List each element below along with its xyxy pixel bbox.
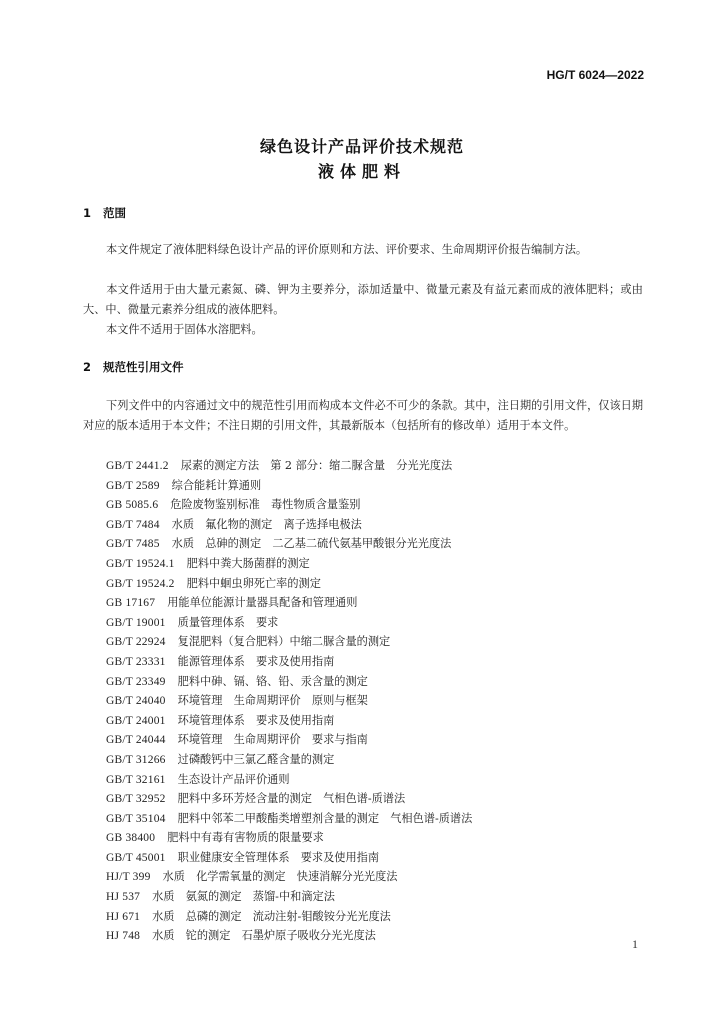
reference-item	[106, 574, 472, 594]
reference-title: 综合能耗计算通则	[171, 478, 262, 492]
reference-code: GB/T 19524.2	[106, 577, 175, 590]
reference-title: 职业健康安全管理体系 要求及使用指南	[177, 850, 380, 864]
reference-code: GB 38400	[106, 832, 156, 845]
reference-item	[106, 867, 472, 887]
reference-item	[106, 730, 472, 750]
reference-code: GB/T 2441.2	[106, 460, 169, 472]
reference-code: HJ 748	[106, 930, 141, 943]
reference-item	[106, 789, 472, 809]
reference-title: 水质 总砷的测定 二乙基二硫代氨基甲酸银分光光度法	[171, 537, 452, 551]
reference-item	[106, 554, 472, 574]
reference-code: GB/T 23349	[106, 675, 166, 688]
reference-title: 肥料中多环芳烃含量的测定 气相色谱-质谱法	[177, 792, 406, 806]
reference-title: 水质 化学需氧量的测定 快速消解分光光度法	[162, 870, 398, 884]
page-number: 1	[632, 937, 638, 951]
reference-code: HJ 671	[106, 910, 141, 923]
reference-title: 用能单位能源计量器具配备和管理通则	[167, 596, 358, 610]
reference-code: GB/T 2589	[106, 479, 160, 492]
reference-code: GB/T 19001	[106, 616, 166, 629]
reference-item	[106, 711, 472, 731]
reference-item	[106, 926, 472, 946]
reference-title: 复混肥料（复合肥料）中缩二脲含量的测定	[177, 635, 391, 649]
reference-item	[106, 456, 472, 476]
document-subtitle: 液体肥料	[317, 162, 406, 181]
reference-title: 环境管理体系 要求及使用指南	[177, 713, 335, 727]
reference-title: 水质 氨氮的测定 蒸馏-中和滴定法	[152, 890, 335, 904]
reference-code: GB/T 19524.1	[106, 557, 175, 570]
reference-item	[106, 848, 472, 868]
reference-code: HJ/T 399	[106, 871, 151, 884]
reference-code: GB/T 23331	[106, 655, 166, 668]
reference-title: 水质 铊的测定 石墨炉原子吸收分光光度法	[152, 929, 376, 943]
reference-title: 过磷酸钙中三氯乙醛含量的测定	[177, 752, 335, 766]
scope-paragraph-3	[83, 320, 643, 340]
reference-title: 肥料中有毒有害物质的限量要求	[167, 831, 324, 845]
reference-code: GB/T 24040	[106, 695, 166, 708]
reference-title: 肥料中砷、镉、铬、铅、汞含量的测定	[177, 674, 368, 688]
reference-code: GB/T 45001	[106, 851, 166, 864]
section-number: 1	[83, 206, 92, 220]
reference-code: GB 5085.6	[106, 499, 159, 512]
paragraph-text: 本文件规定了液体肥料绿色设计产品的评价原则和方法、评价要求、生命周期评价报告编制方法。	[106, 243, 588, 256]
references-intro-paragraph	[83, 396, 643, 436]
reference-item	[106, 672, 472, 692]
standard-code: HG/T 6024—2022	[546, 68, 644, 82]
section-heading-normative-references	[83, 359, 184, 375]
reference-item	[106, 613, 472, 633]
paragraph-text: 本文件不适用于固体水溶肥料。	[106, 323, 263, 336]
reference-code: HJ 537	[106, 891, 141, 904]
section-title: 范围	[103, 206, 126, 220]
scope-paragraph-1	[83, 240, 643, 260]
reference-item	[106, 652, 472, 672]
reference-item	[106, 534, 472, 554]
section-heading-scope	[83, 205, 126, 221]
section-title: 规范性引用文件	[103, 360, 184, 374]
reference-code: GB/T 32952	[106, 793, 166, 806]
reference-item	[106, 770, 472, 790]
reference-title: 生态设计产品评价通则	[177, 772, 290, 786]
reference-item	[106, 907, 472, 927]
reference-item	[106, 828, 472, 848]
document-title: 绿色设计产品评价技术规范	[259, 137, 464, 156]
reference-title: 肥料中粪大肠菌群的测定	[186, 556, 310, 570]
reference-item	[106, 632, 472, 652]
reference-title: 水质 总磷的测定 流动注射-钼酸铵分光光度法	[152, 909, 391, 923]
reference-item	[106, 495, 472, 515]
reference-title: 质量管理体系 要求	[177, 615, 279, 629]
reference-title: 肥料中蛔虫卵死亡率的测定	[186, 576, 321, 590]
reference-item	[106, 593, 472, 613]
reference-code: GB/T 7485	[106, 538, 160, 551]
reference-list	[106, 456, 472, 946]
scope-paragraph-2	[83, 280, 643, 320]
reference-title: 环境管理 生命周期评价 原则与框架	[177, 694, 368, 708]
reference-title: 水质 氟化物的测定 离子选择电极法	[171, 517, 362, 531]
reference-title: 环境管理 生命周期评价 要求与指南	[177, 733, 368, 747]
reference-item	[106, 691, 472, 711]
reference-item	[106, 887, 472, 907]
reference-code: GB/T 35104	[106, 812, 166, 825]
paragraph-text: 本文件适用于由大量元素氮、磷、钾为主要养分，添加适量中、微量元素及有益元素而成的液体肥料；或由大、中、微量元素养分组成的液体肥料。	[83, 283, 643, 316]
reference-item	[106, 750, 472, 770]
reference-code: GB/T 32161	[106, 773, 166, 786]
section-number: 2	[83, 360, 92, 374]
reference-item	[106, 515, 472, 535]
reference-title: 尿素的测定方法 第 2 部分：缩二脲含量 分光光度法	[180, 459, 453, 472]
reference-title: 危险废物鉴别标准 毒性物质含量鉴别	[170, 498, 361, 512]
reference-code: GB/T 22924	[106, 636, 166, 649]
reference-title: 能源管理体系 要求及使用指南	[177, 654, 335, 668]
reference-code: GB 17167	[106, 597, 156, 610]
reference-code: GB/T 24001	[106, 714, 166, 727]
reference-code: GB/T 24044	[106, 734, 166, 747]
reference-item	[106, 809, 472, 829]
reference-code: GB/T 31266	[106, 753, 166, 766]
reference-item	[106, 476, 472, 496]
paragraph-text: 下列文件中的内容通过文中的规范性引用而构成本文件必不可少的条款。其中，注日期的引用文件，仅该日期对应的版本适用于本文件；不注日期的引用文件，其最新版本（包括所有的修改单）适用于本文件。	[83, 399, 644, 432]
reference-code: GB/T 7484	[106, 518, 160, 531]
reference-title: 肥料中邻苯二甲酸酯类增塑剂含量的测定 气相色谱-质谱法	[177, 811, 473, 825]
